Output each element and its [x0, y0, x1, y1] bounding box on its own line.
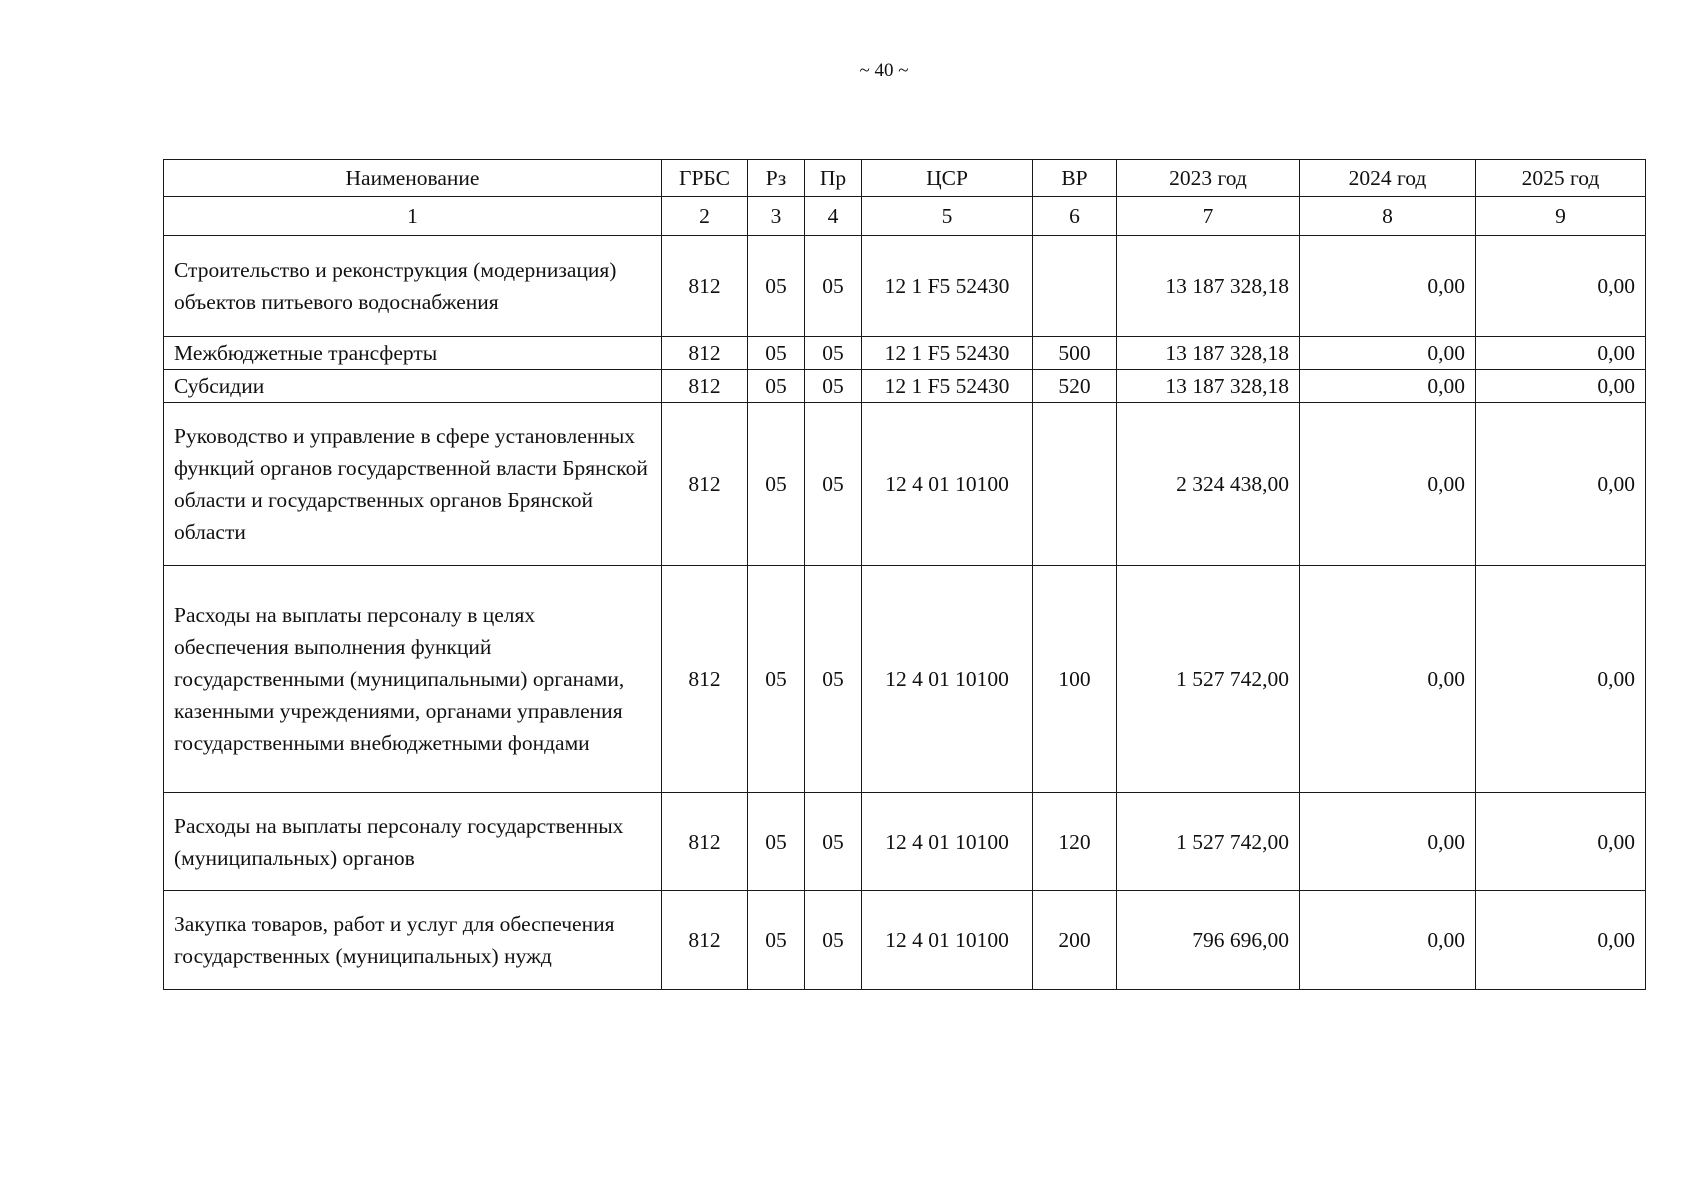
row-2023: 796 696,00 [1117, 891, 1300, 990]
row-2025: 0,00 [1476, 891, 1646, 990]
row-grbs: 812 [662, 403, 748, 566]
row-2024: 0,00 [1300, 566, 1476, 793]
row-vr: 520 [1033, 370, 1117, 403]
row-rz: 05 [748, 891, 805, 990]
row-2024: 0,00 [1300, 793, 1476, 891]
header-2023: 2023 год [1117, 160, 1300, 197]
column-number: 6 [1033, 197, 1117, 236]
row-name: Расходы на выплаты персоналу государственных (муниципальных) органов [164, 793, 662, 891]
row-2024: 0,00 [1300, 403, 1476, 566]
row-pr: 05 [805, 370, 862, 403]
table-row [164, 403, 1646, 566]
row-rz: 05 [748, 370, 805, 403]
row-name: Строительство и реконструкция (модернизация) объектов питьевого водоснабжения [164, 236, 662, 337]
column-number: 8 [1300, 197, 1476, 236]
header-2024: 2024 год [1300, 160, 1476, 197]
row-rz: 05 [748, 566, 805, 793]
column-number: 3 [748, 197, 805, 236]
row-rz: 05 [748, 337, 805, 370]
row-2025: 0,00 [1476, 566, 1646, 793]
row-rz: 05 [748, 793, 805, 891]
row-2025: 0,00 [1476, 370, 1646, 403]
row-csr: 12 1 F5 52430 [862, 236, 1033, 337]
table-header-row [164, 160, 1646, 197]
row-name: Субсидии [164, 370, 662, 403]
row-grbs: 812 [662, 566, 748, 793]
row-name: Закупка товаров, работ и услуг для обеспечения государственных (муниципальных) нужд [164, 891, 662, 990]
row-2025: 0,00 [1476, 337, 1646, 370]
header-vr: ВР [1033, 160, 1117, 197]
row-vr [1033, 236, 1117, 337]
row-vr [1033, 403, 1117, 566]
row-name: Межбюджетные трансферты [164, 337, 662, 370]
row-grbs: 812 [662, 236, 748, 337]
table-row [164, 370, 1646, 403]
row-vr: 500 [1033, 337, 1117, 370]
row-pr: 05 [805, 337, 862, 370]
column-number: 2 [662, 197, 748, 236]
row-csr: 12 4 01 10100 [862, 403, 1033, 566]
row-name: Расходы на выплаты персоналу в целях обеспечения выполнения функций государственными (муниципальными) органами, казенными учреждениями, органами управления государственными внебюджетными фондами [164, 566, 662, 793]
row-grbs: 812 [662, 891, 748, 990]
header-grbs: ГРБС [662, 160, 748, 197]
row-2024: 0,00 [1300, 236, 1476, 337]
budget-table [163, 159, 1646, 990]
column-number: 1 [164, 197, 662, 236]
column-number: 5 [862, 197, 1033, 236]
row-2025: 0,00 [1476, 403, 1646, 566]
header-2025: 2025 год [1476, 160, 1646, 197]
row-pr: 05 [805, 566, 862, 793]
table-row [164, 891, 1646, 990]
row-2024: 0,00 [1300, 891, 1476, 990]
header-rz: Рз [748, 160, 805, 197]
row-grbs: 812 [662, 370, 748, 403]
table-row [164, 793, 1646, 891]
row-pr: 05 [805, 236, 862, 337]
row-2023: 13 187 328,18 [1117, 370, 1300, 403]
row-grbs: 812 [662, 793, 748, 891]
row-2023: 1 527 742,00 [1117, 566, 1300, 793]
table-row [164, 337, 1646, 370]
row-grbs: 812 [662, 337, 748, 370]
table-row [164, 566, 1646, 793]
row-pr: 05 [805, 403, 862, 566]
header-pr: Пр [805, 160, 862, 197]
row-vr: 100 [1033, 566, 1117, 793]
page-number: ~ 40 ~ [859, 60, 909, 81]
row-2025: 0,00 [1476, 236, 1646, 337]
header-csr: ЦСР [862, 160, 1033, 197]
row-csr: 12 4 01 10100 [862, 891, 1033, 990]
column-number: 9 [1476, 197, 1646, 236]
column-number-row [164, 197, 1646, 236]
row-csr: 12 1 F5 52430 [862, 337, 1033, 370]
row-2024: 0,00 [1300, 337, 1476, 370]
header-name: Наименование [164, 160, 662, 197]
row-vr: 200 [1033, 891, 1117, 990]
row-2023: 1 527 742,00 [1117, 793, 1300, 891]
table-row [164, 236, 1646, 337]
row-rz: 05 [748, 236, 805, 337]
row-rz: 05 [748, 403, 805, 566]
row-2024: 0,00 [1300, 370, 1476, 403]
row-2023: 13 187 328,18 [1117, 337, 1300, 370]
row-csr: 12 4 01 10100 [862, 793, 1033, 891]
row-2023: 2 324 438,00 [1117, 403, 1300, 566]
row-2023: 13 187 328,18 [1117, 236, 1300, 337]
row-csr: 12 1 F5 52430 [862, 370, 1033, 403]
row-pr: 05 [805, 793, 862, 891]
column-number: 7 [1117, 197, 1300, 236]
row-pr: 05 [805, 891, 862, 990]
row-2025: 0,00 [1476, 793, 1646, 891]
row-vr: 120 [1033, 793, 1117, 891]
row-csr: 12 4 01 10100 [862, 566, 1033, 793]
column-number: 4 [805, 197, 862, 236]
row-name: Руководство и управление в сфере установленных функций органов государственной власти Брянской области и государственных органов Брянской области [164, 403, 662, 566]
